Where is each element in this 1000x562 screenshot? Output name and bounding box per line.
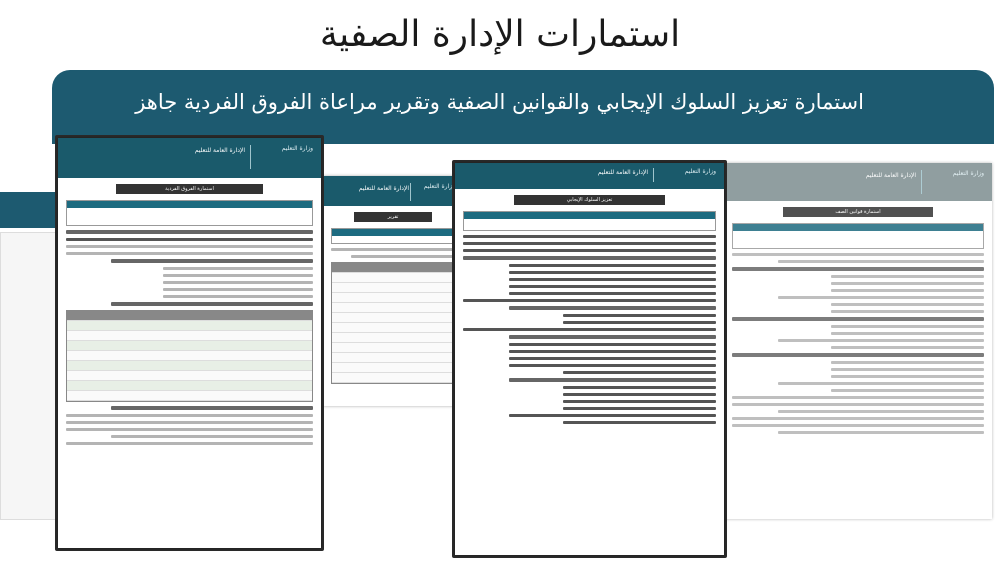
banner [52,70,994,144]
org-name: الإدارة العامة للتعليم [597,169,648,176]
ministry-logo: وزارة التعليم [250,145,313,169]
slide-title: استمارات الإدارة الصفية [319,14,681,55]
document-preview-individual-differences[interactable] [58,138,321,548]
ministry-logo: وزارة التعليم [410,183,455,201]
document-preview-classroom-rules[interactable] [724,163,992,519]
document-preview-report[interactable] [323,176,463,406]
ministry-logo: وزارة التعليم [921,170,984,194]
org-name: الإدارة العامة للتعليم [865,172,916,179]
ministry-logo: وزارة التعليم [653,168,716,182]
form-title: تعزيز السلوك الإيجابي [514,195,665,205]
form-title: استمارة قوانين الصف [783,207,933,217]
banner-text: استمارة تعزيز السلوك الإيجابي والقوانين الصفية وتقرير مراعاة الفروق الفردية جاهز [135,90,864,114]
form-title: تقرير [354,212,432,222]
org-name: الإدارة العامة للتعليم [358,185,409,192]
document-preview-positive-behavior[interactable] [455,163,724,555]
org-name: الإدارة العامة للتعليم [194,147,245,154]
form-title: استمارة الفروق الفردية [116,184,263,194]
